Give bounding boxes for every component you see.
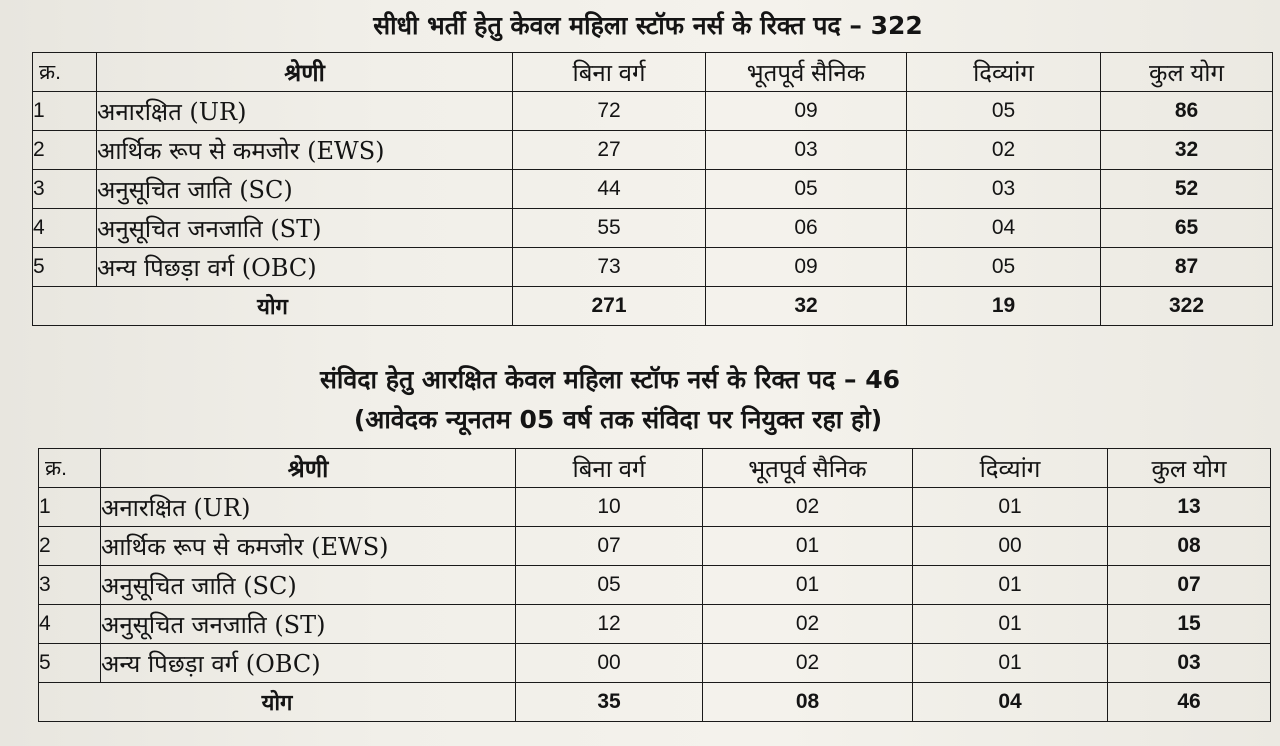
table-row	[39, 527, 1271, 566]
total-divyang: 04	[913, 683, 1108, 722]
cell-sr: 3	[33, 170, 97, 209]
cell-sr: 4	[39, 605, 101, 644]
table-row	[39, 566, 1271, 605]
table-header-row	[33, 53, 1273, 92]
cell-category: अन्य पिछड़ा वर्ग (OBC)	[101, 644, 516, 683]
cell-kul-yog: 03	[1108, 644, 1271, 683]
table-row	[39, 605, 1271, 644]
cell-kul-yog: 86	[1101, 92, 1273, 131]
cell-category: अनारक्षित (UR)	[101, 488, 516, 527]
cell-bina-varg: 00	[516, 644, 703, 683]
cell-sr: 5	[39, 644, 101, 683]
col-header-divyang: दिव्यांग	[907, 53, 1101, 92]
table-row	[33, 92, 1273, 131]
cell-kul-yog: 07	[1108, 566, 1271, 605]
cell-bhootpurv-sainik: 09	[706, 248, 907, 287]
cell-category: अनुसूचित जनजाति (ST)	[101, 605, 516, 644]
cell-divyang: 01	[913, 605, 1108, 644]
total-label: योग	[33, 287, 513, 326]
cell-category: अनुसूचित जाति (SC)	[101, 566, 516, 605]
cell-bhootpurv-sainik: 01	[703, 527, 913, 566]
contract-vacancy-table	[38, 448, 1271, 722]
table-row	[39, 488, 1271, 527]
cell-sr: 2	[33, 131, 97, 170]
cell-divyang: 01	[913, 566, 1108, 605]
cell-sr: 2	[39, 527, 101, 566]
cell-category: अनारक्षित (UR)	[97, 92, 513, 131]
cell-bina-varg: 55	[513, 209, 706, 248]
table1-heading: सीधी भर्ती हेतु केवल महिला स्टॉफ नर्स के रिक्त पद – 322	[373, 11, 923, 40]
cell-category: अन्य पिछड़ा वर्ग (OBC)	[97, 248, 513, 287]
cell-kul-yog: 32	[1101, 131, 1273, 170]
cell-kul-yog: 08	[1108, 527, 1271, 566]
cell-sr: 5	[33, 248, 97, 287]
col-header-bhootpurv-sainik: भूतपूर्व सैनिक	[706, 53, 907, 92]
cell-bina-varg: 12	[516, 605, 703, 644]
cell-divyang: 01	[913, 644, 1108, 683]
cell-kul-yog: 87	[1101, 248, 1273, 287]
total-label: योग	[39, 683, 516, 722]
cell-category: अनुसूचित जनजाति (ST)	[97, 209, 513, 248]
cell-kul-yog: 52	[1101, 170, 1273, 209]
total-bhootpurv-sainik: 32	[706, 287, 907, 326]
cell-kul-yog: 65	[1101, 209, 1273, 248]
table2-heading: संविदा हेतु आरक्षित केवल महिला स्टॉफ नर्स के रिक्त पद – 46	[319, 365, 901, 394]
cell-sr: 4	[33, 209, 97, 248]
cell-divyang: 03	[907, 170, 1101, 209]
cell-bhootpurv-sainik: 09	[706, 92, 907, 131]
cell-bhootpurv-sainik: 06	[706, 209, 907, 248]
table-row	[39, 644, 1271, 683]
table2-subheading: (आवेदक न्यूनतम 05 वर्ष तक संविदा पर नियुक्त रहा हो)	[353, 405, 883, 434]
table-row	[33, 209, 1273, 248]
cell-bina-varg: 73	[513, 248, 706, 287]
col-header-sr: क्र.	[33, 53, 97, 92]
col-header-category: श्रेणी	[97, 53, 513, 92]
cell-category: आर्थिक रूप से कमजोर (EWS)	[97, 131, 513, 170]
total-bhootpurv-sainik: 08	[703, 683, 913, 722]
cell-divyang: 05	[907, 248, 1101, 287]
cell-divyang: 04	[907, 209, 1101, 248]
col-header-kul-yog: कुल योग	[1108, 449, 1271, 488]
col-header-sr: क्र.	[39, 449, 101, 488]
cell-divyang: 00	[913, 527, 1108, 566]
cell-bhootpurv-sainik: 02	[703, 605, 913, 644]
total-row	[39, 683, 1271, 722]
cell-category: अनुसूचित जाति (SC)	[97, 170, 513, 209]
total-kul-yog: 46	[1108, 683, 1271, 722]
total-divyang: 19	[907, 287, 1101, 326]
direct-recruitment-vacancy-table	[32, 52, 1273, 326]
cell-bhootpurv-sainik: 01	[703, 566, 913, 605]
col-header-bina-varg: बिना वर्ग	[516, 449, 703, 488]
table-row	[33, 170, 1273, 209]
cell-sr: 1	[39, 488, 101, 527]
cell-bina-varg: 44	[513, 170, 706, 209]
cell-kul-yog: 15	[1108, 605, 1271, 644]
cell-kul-yog: 13	[1108, 488, 1271, 527]
cell-bhootpurv-sainik: 05	[706, 170, 907, 209]
col-header-category: श्रेणी	[101, 449, 516, 488]
cell-bina-varg: 10	[516, 488, 703, 527]
cell-bina-varg: 72	[513, 92, 706, 131]
cell-divyang: 01	[913, 488, 1108, 527]
cell-bhootpurv-sainik: 02	[703, 644, 913, 683]
cell-bhootpurv-sainik: 02	[703, 488, 913, 527]
cell-bina-varg: 07	[516, 527, 703, 566]
col-header-kul-yog: कुल योग	[1101, 53, 1273, 92]
col-header-bina-varg: बिना वर्ग	[513, 53, 706, 92]
total-kul-yog: 322	[1101, 287, 1273, 326]
cell-sr: 3	[39, 566, 101, 605]
total-row	[33, 287, 1273, 326]
cell-category: आर्थिक रूप से कमजोर (EWS)	[101, 527, 516, 566]
table-row	[33, 131, 1273, 170]
total-bina-varg: 271	[513, 287, 706, 326]
table-header-row	[39, 449, 1271, 488]
total-bina-varg: 35	[516, 683, 703, 722]
cell-bina-varg: 27	[513, 131, 706, 170]
cell-divyang: 02	[907, 131, 1101, 170]
cell-bhootpurv-sainik: 03	[706, 131, 907, 170]
col-header-divyang: दिव्यांग	[913, 449, 1108, 488]
table-row	[33, 248, 1273, 287]
col-header-bhootpurv-sainik: भूतपूर्व सैनिक	[703, 449, 913, 488]
cell-sr: 1	[33, 92, 97, 131]
cell-bina-varg: 05	[516, 566, 703, 605]
cell-divyang: 05	[907, 92, 1101, 131]
